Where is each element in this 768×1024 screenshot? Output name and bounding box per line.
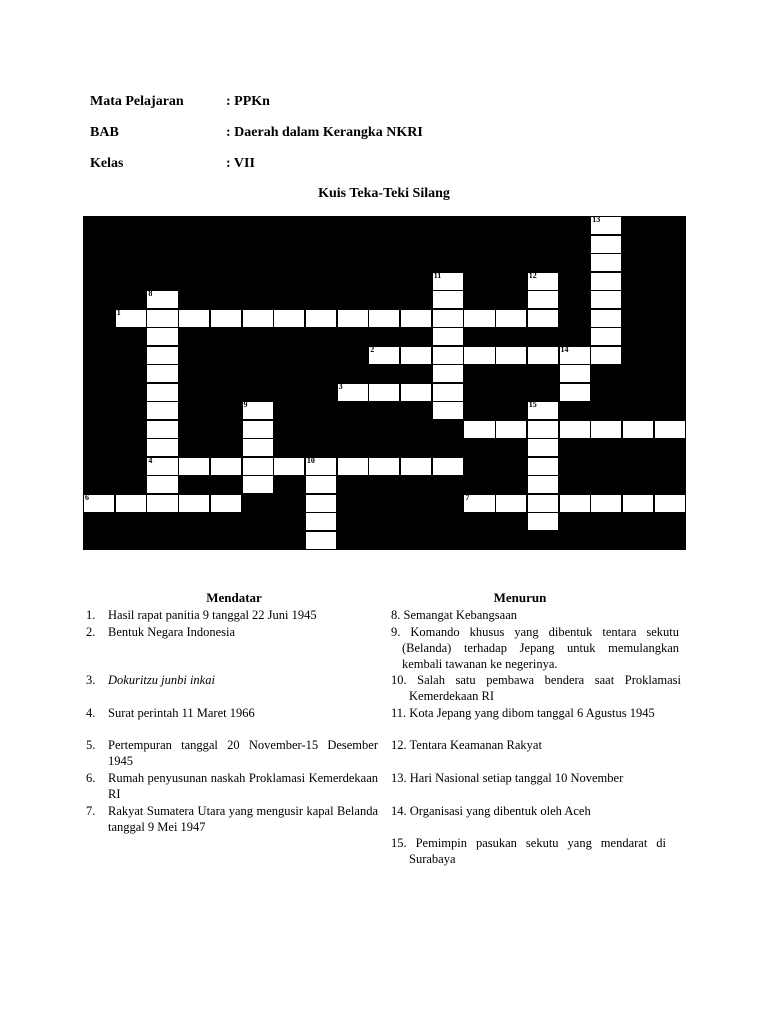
clue-number: 3.	[86, 673, 96, 687]
crossword-cell[interactable]	[432, 364, 464, 383]
clue-text: Bentuk Negara Indonesia	[108, 625, 236, 639]
crossword-cell[interactable]	[146, 383, 178, 402]
subject-label: Mata Pelajaran	[90, 94, 184, 109]
page-title: Kuis Teka-Teki Silang	[318, 186, 450, 201]
crossword-cell[interactable]	[368, 346, 400, 365]
crossword-cell[interactable]	[559, 383, 591, 402]
crossword-cell[interactable]	[527, 438, 559, 457]
across-heading: Mendatar	[206, 590, 262, 605]
clue-text: 10. Salah satu pembawa bendera saat Proklamasi Kemerdekaan RI	[391, 673, 681, 703]
clue-number-label: 1	[116, 307, 121, 317]
crossword-cell[interactable]	[590, 253, 622, 272]
crossword-cell[interactable]	[146, 420, 178, 439]
crossword-cell[interactable]	[527, 272, 559, 291]
crossword-cell[interactable]	[115, 309, 147, 328]
crossword-cell[interactable]	[210, 457, 242, 476]
clue-text: Pertempuran tanggal 20 November-15 Desember 1945	[108, 738, 378, 768]
across-clue-7	[86, 803, 378, 835]
chapter-label: BAB	[90, 125, 119, 140]
clue-number: 2.	[86, 625, 96, 639]
crossword-cell[interactable]	[273, 457, 305, 476]
clue-number-label: 12	[528, 270, 537, 280]
crossword-cell[interactable]	[400, 457, 432, 476]
crossword-cell[interactable]	[337, 457, 369, 476]
subject-value: : PPKn	[226, 94, 270, 109]
down-clue-11	[391, 705, 666, 721]
clue-number-label: 10	[306, 455, 315, 465]
crossword-cell[interactable]	[305, 475, 337, 494]
crossword-cell[interactable]	[305, 309, 337, 328]
crossword-cell[interactable]	[83, 494, 115, 513]
crossword-cell[interactable]	[178, 309, 210, 328]
crossword-cell[interactable]	[590, 494, 622, 513]
crossword-cell[interactable]	[146, 401, 178, 420]
crossword-cell[interactable]	[495, 494, 527, 513]
down-clue-14	[391, 803, 681, 819]
crossword-cell[interactable]	[590, 272, 622, 291]
crossword-cell[interactable]	[432, 457, 464, 476]
clue-text: 9. Komando khusus yang dibentuk tentara sekutu (Belanda) terhadap Jepang untuk memulangkan kembali tawanan ke negerinya.	[391, 625, 679, 671]
crossword-cell[interactable]	[559, 494, 591, 513]
crossword-cell[interactable]	[146, 438, 178, 457]
class-label: Kelas	[90, 156, 124, 171]
crossword-cell[interactable]	[559, 346, 591, 365]
crossword-cell[interactable]	[495, 346, 527, 365]
crossword-cell[interactable]	[495, 309, 527, 328]
crossword-cell[interactable]	[305, 457, 337, 476]
crossword-cell[interactable]	[400, 383, 432, 402]
clue-number: 5.	[86, 738, 96, 752]
crossword-cell[interactable]	[432, 346, 464, 365]
clue-number: 6.	[86, 771, 96, 785]
clue-number-label: 9	[243, 400, 248, 409]
crossword-cell[interactable]	[305, 531, 337, 550]
clue-number-label: 3	[338, 381, 343, 391]
crossword-cell[interactable]	[305, 512, 337, 531]
crossword-cell[interactable]	[527, 494, 559, 513]
crossword-cell[interactable]	[622, 494, 654, 513]
crossword-cell[interactable]	[273, 309, 305, 328]
crossword-cell[interactable]	[622, 420, 654, 439]
clue-text: Dokuritzu junbi inkai	[108, 673, 215, 687]
crossword-cell[interactable]	[305, 494, 337, 513]
crossword-cell[interactable]	[590, 420, 622, 439]
crossword-cell[interactable]	[178, 494, 210, 513]
crossword-cell[interactable]	[242, 420, 274, 439]
crossword-cell[interactable]	[242, 401, 274, 420]
crossword-cell[interactable]	[337, 383, 369, 402]
crossword-cell[interactable]	[178, 457, 210, 476]
crossword-cell[interactable]	[432, 401, 464, 420]
crossword-cell[interactable]	[590, 235, 622, 254]
crossword-cell[interactable]	[432, 290, 464, 309]
clue-number-label: 11	[433, 270, 442, 280]
clue-text: 11. Kota Jepang yang dibom tanggal 6 Agustus 1945	[391, 706, 655, 720]
crossword-cell[interactable]	[400, 346, 432, 365]
clue-number-label: 14	[560, 344, 569, 354]
crossword-cell[interactable]	[146, 494, 178, 513]
clue-number: 4.	[86, 706, 96, 720]
clue-number: 7.	[86, 804, 96, 818]
crossword-cell[interactable]	[654, 494, 686, 513]
across-clue-4	[86, 705, 378, 721]
crossword-cell[interactable]	[146, 346, 178, 365]
crossword-cell[interactable]	[654, 420, 686, 439]
crossword-cell[interactable]	[527, 290, 559, 309]
down-clue-10	[391, 672, 681, 704]
clue-text: 15. Pemimpin pasukan sekutu yang mendarat di Surabaya	[391, 836, 666, 866]
crossword-cell[interactable]	[432, 383, 464, 402]
crossword-cell[interactable]	[590, 290, 622, 309]
crossword-cell[interactable]	[146, 327, 178, 346]
clue-number-label: 2	[370, 344, 375, 354]
crossword-cell[interactable]	[115, 494, 147, 513]
clue-text: 13. Hari Nasional setiap tanggal 10 November	[391, 771, 624, 785]
down-clue-8	[391, 607, 681, 623]
crossword-cell[interactable]	[432, 327, 464, 346]
clue-number-label: 7	[465, 492, 470, 502]
crossword-cell[interactable]	[527, 512, 559, 531]
crossword-cell[interactable]	[590, 327, 622, 346]
crossword-cell[interactable]	[590, 216, 622, 235]
crossword-cell[interactable]	[559, 420, 591, 439]
crossword-cell[interactable]	[527, 346, 559, 365]
crossword-cell[interactable]	[463, 346, 495, 365]
across-clue-5	[86, 737, 378, 769]
crossword-cell[interactable]	[337, 309, 369, 328]
crossword-cell[interactable]	[242, 309, 274, 328]
crossword-cell[interactable]	[559, 364, 591, 383]
clue-number-label: 8	[148, 289, 153, 298]
clue-text: Surat perintah 11 Maret 1966	[108, 706, 255, 720]
crossword-cell[interactable]	[146, 309, 178, 328]
crossword-cell[interactable]	[432, 272, 464, 291]
down-clue-12	[391, 737, 681, 753]
crossword-cell[interactable]	[527, 401, 559, 420]
crossword-cell[interactable]	[146, 364, 178, 383]
across-clue-3	[86, 672, 378, 688]
crossword-cell[interactable]	[590, 346, 622, 365]
crossword-cell[interactable]	[210, 494, 242, 513]
crossword-cell[interactable]	[146, 457, 178, 476]
crossword-cell[interactable]	[463, 494, 495, 513]
clue-text: 14. Organisasi yang dibentuk oleh Aceh	[391, 804, 591, 818]
crossword-cell[interactable]	[368, 457, 400, 476]
down-clue-15	[391, 835, 666, 867]
down-heading: Menurun	[493, 590, 547, 605]
crossword-cell[interactable]	[368, 383, 400, 402]
down-clue-9	[391, 624, 679, 672]
crossword-cell[interactable]	[210, 309, 242, 328]
clue-text: 12. Tentara Keamanan Rakyat	[391, 738, 542, 752]
crossword-cell[interactable]	[527, 420, 559, 439]
crossword-grid	[83, 216, 686, 550]
across-clue-1	[86, 607, 378, 623]
clue-number-label: 13	[592, 215, 601, 224]
clue-text: Hasil rapat panitia 9 tanggal 22 Juni 1945	[108, 608, 317, 622]
crossword-cell[interactable]	[463, 309, 495, 328]
clue-number: 1.	[86, 608, 96, 622]
crossword-cell[interactable]	[527, 309, 559, 328]
clue-number-label: 4	[148, 455, 153, 465]
down-clue-13	[391, 770, 681, 786]
clue-number-label: 15	[528, 400, 537, 409]
crossword-cell[interactable]	[495, 420, 527, 439]
clue-text: Rakyat Sumatera Utara yang mengusir kapal Belanda tanggal 9 Mei 1947	[108, 804, 378, 834]
crossword-cell[interactable]	[432, 309, 464, 328]
crossword-cell[interactable]	[368, 309, 400, 328]
crossword-cell[interactable]	[527, 475, 559, 494]
clue-number-label: 6	[85, 492, 89, 502]
crossword-cell[interactable]	[400, 309, 432, 328]
crossword-cell[interactable]	[146, 290, 178, 309]
crossword-cell[interactable]	[242, 475, 274, 494]
crossword-cell[interactable]	[146, 475, 178, 494]
across-clue-6	[86, 770, 378, 802]
crossword-cell[interactable]	[463, 420, 495, 439]
class-value: : VII	[226, 156, 255, 171]
crossword-cell[interactable]	[590, 309, 622, 328]
crossword-cell[interactable]	[242, 438, 274, 457]
clue-text: Rumah penyusunan naskah Proklamasi Kemerdekaan RI	[108, 771, 378, 801]
across-clue-2	[86, 624, 378, 640]
crossword-cell[interactable]	[527, 457, 559, 476]
clue-text: 8. Semangat Kebangsaan	[391, 608, 518, 622]
crossword-cell[interactable]	[242, 457, 274, 476]
chapter-value: : Daerah dalam Kerangka NKRI	[226, 125, 423, 140]
